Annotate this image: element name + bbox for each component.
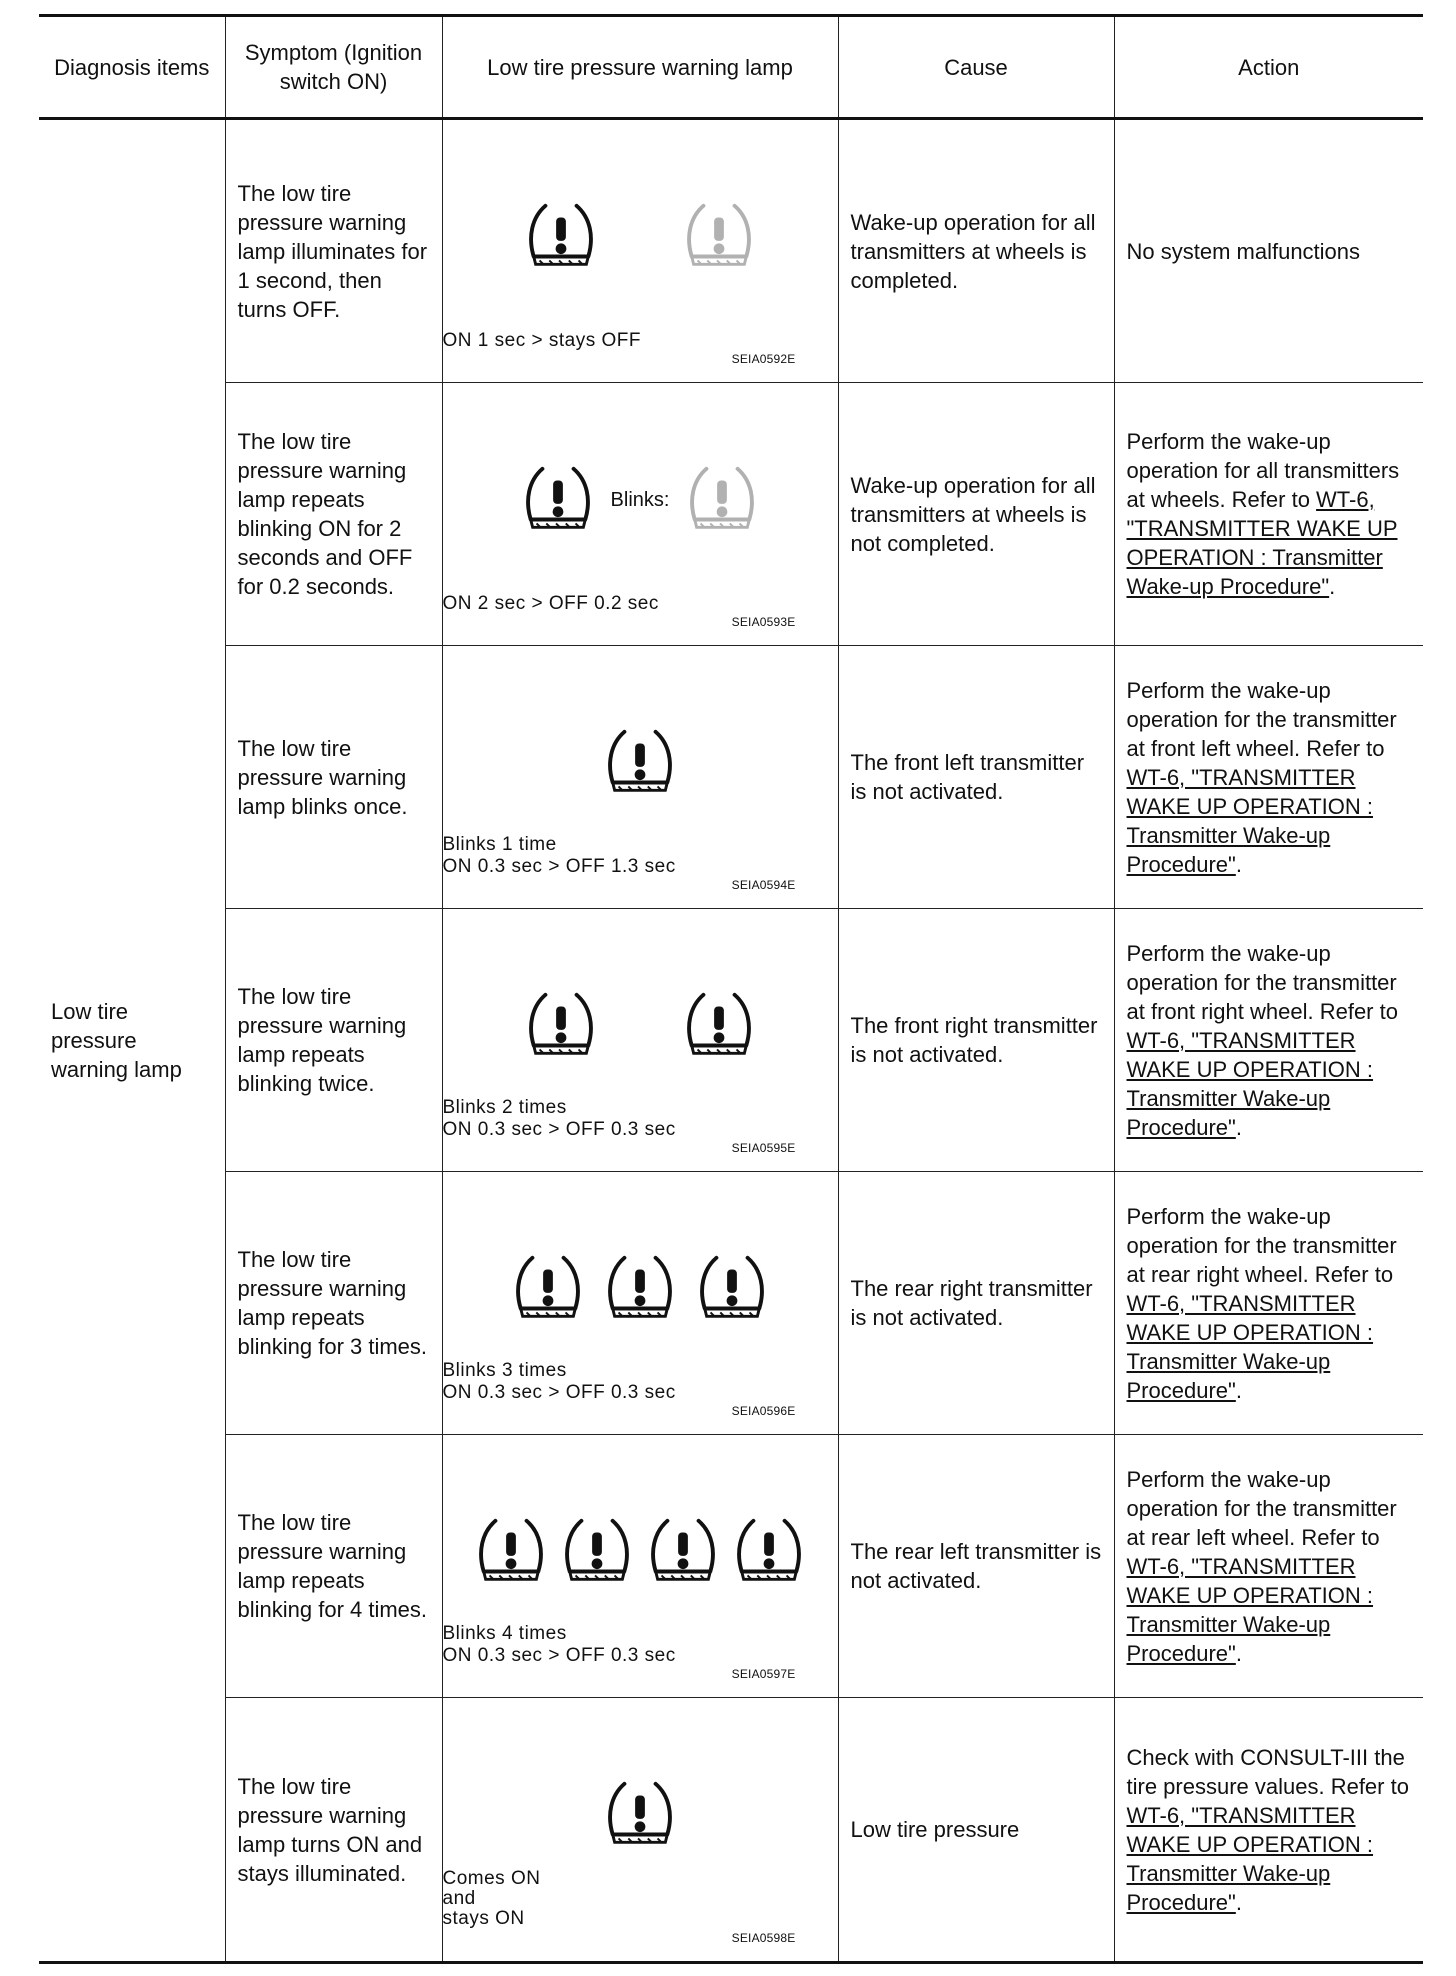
header-action: Action (1114, 16, 1423, 119)
action-cell (1114, 646, 1423, 909)
reference-link[interactable]: WT-6, "TRANSMITTER WAKE UP OPERATION : Transmitter Wake-up Procedure" (1126, 1290, 1374, 1403)
action-text-end: . (1235, 1889, 1242, 1915)
table-row (39, 383, 1423, 646)
figure-code: SEIA0598E (731, 1931, 796, 1945)
tire-pressure-warning-icon (558, 1513, 636, 1591)
tire-pressure-warning-icon-off (680, 198, 758, 276)
lamp-figure-cell (442, 383, 838, 646)
cause-cell: The front left transmitter is not activated. (838, 646, 1114, 909)
action-cell (1114, 119, 1423, 383)
header-diagnosis-items: Diagnosis items (39, 16, 225, 119)
table-row (39, 646, 1423, 909)
caption-line: ON 0.3 sec > OFF 0.3 sec (442, 1382, 676, 1403)
table-row (39, 119, 1423, 383)
action-text-end: . (1329, 574, 1336, 599)
tire-pressure-warning-icon (601, 1776, 679, 1854)
cause-cell: The rear right transmitter is not activated. (838, 1172, 1114, 1435)
action-text-end: . (1235, 1377, 1242, 1403)
symptom-cell: The low tire pressure warning lamp repeats blinking for 3 times. (225, 1172, 442, 1435)
tire-pressure-warning-icon (472, 1513, 550, 1591)
diagnosis-item: Low tire pressure warning lamp (39, 119, 225, 1963)
caption-line: ON 1 sec > stays OFF (442, 330, 641, 351)
figure-code: SEIA0592E (731, 352, 796, 366)
caption-line: and (442, 1888, 476, 1909)
tire-pressure-warning-icon (522, 987, 600, 1065)
caption-line: Blinks 3 times (442, 1360, 567, 1381)
action-cell (1114, 1435, 1423, 1698)
caption-line: ON 0.3 sec > OFF 0.3 sec (442, 1645, 676, 1666)
figure-code: SEIA0595E (731, 1141, 796, 1155)
symptom-cell: The low tire pressure warning lamp turns ON and stays illuminated. (225, 1698, 442, 1963)
lamp-caption (443, 1869, 838, 1929)
cause-cell: The rear left transmitter is not activated. (838, 1435, 1114, 1698)
action-text: Perform the wake-up operation for the transmitter at rear right wheel. Refer to (1126, 1203, 1397, 1287)
tire-pressure-warning-icon (680, 987, 758, 1065)
tire-pressure-warning-icon (601, 1250, 679, 1328)
reference-link[interactable]: WT-6, "TRANSMITTER WAKE UP OPERATION : Transmitter Wake-up Procedure" (1126, 1802, 1374, 1915)
cause-cell: The front right transmitter is not activated. (838, 909, 1114, 1172)
tire-pressure-warning-icon (509, 1250, 587, 1328)
caption-line: Comes ON (442, 1868, 541, 1889)
caption-line: Blinks 1 time (442, 834, 557, 855)
tire-pressure-warning-icon (522, 198, 600, 276)
lamp-figure-cell (442, 646, 838, 909)
figure-code: SEIA0593E (731, 615, 796, 629)
tire-pressure-warning-icon-off (683, 461, 761, 539)
reference-link[interactable]: WT-6, "TRANSMITTER WAKE UP OPERATION : Transmitter Wake-up Procedure" (1126, 1553, 1374, 1666)
action-text: No system malfunctions (1126, 238, 1361, 264)
table-row (39, 1698, 1423, 1963)
caption-line: stays ON (442, 1908, 525, 1929)
symptom-cell: The low tire pressure warning lamp repeats blinking ON for 2 seconds and OFF for 0.2 seconds. (225, 383, 442, 646)
reference-link[interactable]: WT-6, "TRANSMITTER WAKE UP OPERATION : Transmitter Wake-up Procedure" (1126, 764, 1374, 877)
action-cell (1114, 909, 1423, 1172)
action-cell (1114, 383, 1423, 646)
caption-line: Blinks 4 times (442, 1623, 567, 1644)
symptom-cell: The low tire pressure warning lamp repeats blinking for 4 times. (225, 1435, 442, 1698)
lamp-figure-cell (442, 1435, 838, 1698)
action-text: Perform the wake-up operation for the transmitter at front left wheel. Refer to (1126, 677, 1397, 761)
action-text: Perform the wake-up operation for the transmitter at front right wheel. Refer to (1126, 940, 1398, 1024)
cause-cell: Wake-up operation for all transmitters at wheels is completed. (838, 119, 1114, 383)
table-row (39, 909, 1423, 1172)
action-text-end: . (1235, 851, 1242, 877)
header-cause: Cause (838, 16, 1114, 119)
tire-pressure-warning-icon (519, 461, 597, 539)
symptom-cell: The low tire pressure warning lamp repeats blinking twice. (225, 909, 442, 1172)
header-row (39, 16, 1423, 119)
symptom-cell: The low tire pressure warning lamp blinks once. (225, 646, 442, 909)
lamp-figure-cell (442, 1698, 838, 1963)
symptom-cell: The low tire pressure warning lamp illuminates for 1 second, then turns OFF. (225, 119, 442, 383)
figure-code: SEIA0597E (731, 1667, 796, 1681)
action-text: Perform the wake-up operation for the transmitter at rear left wheel. Refer to (1126, 1466, 1397, 1550)
caption-line: ON 0.3 sec > OFF 0.3 sec (442, 1119, 676, 1140)
lamp-figure-cell (442, 119, 838, 383)
figure-code: SEIA0596E (731, 1404, 796, 1418)
action-cell (1114, 1698, 1423, 1963)
action-text: Check with CONSULT-III the tire pressure values. Refer to (1126, 1744, 1409, 1799)
table-row (39, 1435, 1423, 1698)
cause-cell: Low tire pressure (838, 1698, 1114, 1963)
action-text-end: . (1235, 1640, 1242, 1666)
cause-cell: Wake-up operation for all transmitters at wheels is not completed. (838, 383, 1114, 646)
figure-code: SEIA0594E (731, 878, 796, 892)
tire-pressure-warning-icon (693, 1250, 771, 1328)
reference-link[interactable]: WT-6, "TRANSMITTER WAKE UP OPERATION : Transmitter Wake-up Procedure" (1126, 1027, 1374, 1140)
lamp-figure-cell (442, 1172, 838, 1435)
action-text: Perform the wake-up operation for all transmitters at wheels. Refer to (1126, 429, 1400, 512)
header-warning-lamp: Low tire pressure warning lamp (442, 16, 838, 119)
tire-pressure-warning-icon (644, 1513, 722, 1591)
action-text-end: . (1235, 1114, 1242, 1140)
diagnosis-table (39, 14, 1423, 1964)
lamp-figure-cell (442, 909, 838, 1172)
tire-pressure-warning-icon (601, 724, 679, 802)
caption-line: ON 2 sec > OFF 0.2 sec (442, 593, 659, 614)
caption-line: Blinks 2 times (442, 1097, 567, 1118)
blinks-label: Blinks: (610, 488, 670, 511)
reference-link[interactable]: WT-6, "TRANSMITTER WAKE UP OPERATION : Transmitter Wake-up Procedure" (1126, 487, 1398, 599)
table-row (39, 1172, 1423, 1435)
caption-line: ON 0.3 sec > OFF 1.3 sec (442, 856, 676, 877)
header-symptom: Symptom (Ignition switch ON) (225, 16, 442, 119)
tire-pressure-warning-icon (730, 1513, 808, 1591)
action-cell (1114, 1172, 1423, 1435)
